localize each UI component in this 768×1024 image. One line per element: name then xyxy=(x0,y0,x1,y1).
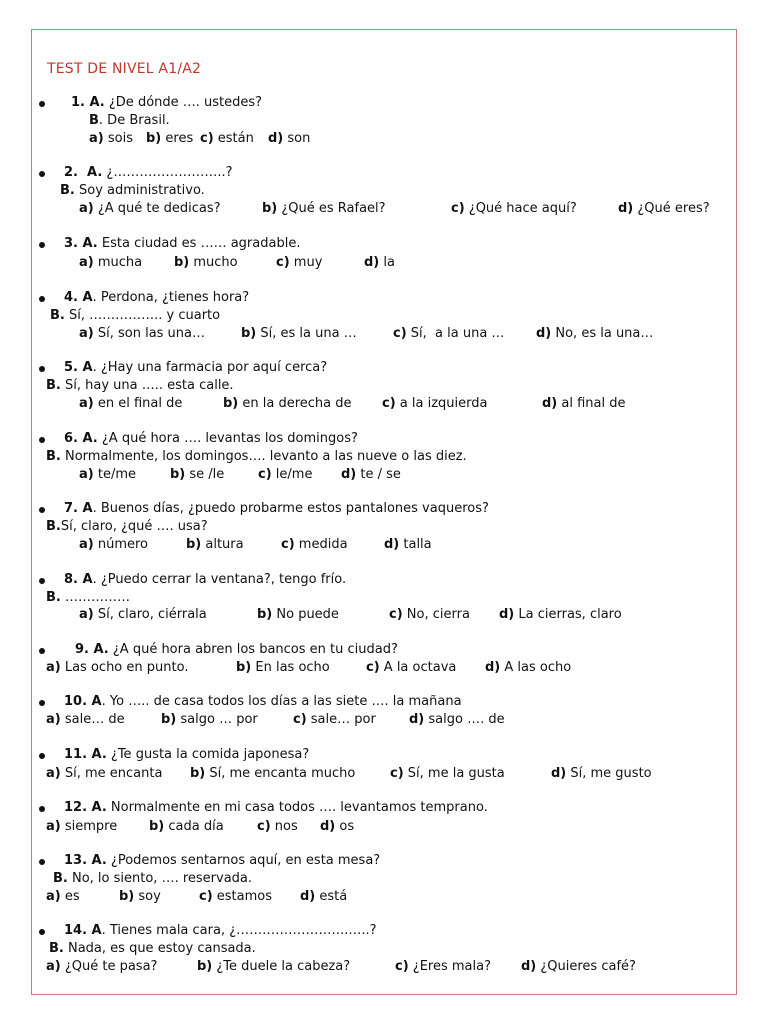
answer-6-label: B. xyxy=(46,449,61,464)
option-text: En las ocho xyxy=(251,660,330,675)
question-5-label: 5. A xyxy=(64,360,93,375)
question-7-option-c[interactable] xyxy=(281,537,348,553)
answer-8 xyxy=(46,590,130,606)
question-10-option-d[interactable] xyxy=(409,712,505,728)
question-13 xyxy=(64,853,380,869)
bullet-icon xyxy=(39,806,45,812)
question-7-option-a[interactable] xyxy=(79,537,148,553)
option-letter: c) xyxy=(276,255,290,270)
option-letter: c) xyxy=(281,537,295,552)
option-letter: d) xyxy=(521,959,537,974)
option-text: en el final de xyxy=(93,396,183,411)
option-text: ¿Qué te pasa? xyxy=(60,959,158,974)
question-2-option-a[interactable] xyxy=(79,201,221,217)
question-13-option-d[interactable] xyxy=(300,889,347,905)
answer-1-label: B xyxy=(89,113,99,128)
question-6-option-c[interactable] xyxy=(258,467,312,483)
question-9-option-b[interactable] xyxy=(236,660,330,676)
answer-4-text: Sí, …………….. y cuarto xyxy=(64,308,221,323)
question-4-text: . Perdona, ¿tienes hora? xyxy=(92,290,250,305)
option-text: te / se xyxy=(356,467,401,482)
option-letter: d) xyxy=(551,766,567,781)
bullet-icon xyxy=(39,296,45,302)
option-text: No, cierra xyxy=(402,607,470,622)
option-text: al final de xyxy=(557,396,626,411)
option-letter: a) xyxy=(46,819,61,834)
option-text: Sí, me encanta xyxy=(60,766,163,781)
question-13-label: 13. A. xyxy=(64,853,107,868)
bullet-icon xyxy=(39,648,45,654)
question-13-option-a[interactable] xyxy=(46,889,80,905)
question-12-option-b[interactable] xyxy=(149,819,224,835)
option-letter: c) xyxy=(389,607,403,622)
question-12-option-a[interactable] xyxy=(46,819,117,835)
answer-14 xyxy=(49,941,256,957)
question-12-option-d[interactable] xyxy=(320,819,354,835)
option-text: eres xyxy=(161,131,194,146)
option-letter: b) xyxy=(161,712,177,727)
option-text: Sí, me gusto xyxy=(566,766,652,781)
question-9-label: 9. A. xyxy=(75,642,109,657)
option-letter: d) xyxy=(268,131,284,146)
bullet-icon xyxy=(39,700,45,706)
question-8-option-c[interactable] xyxy=(389,607,470,623)
question-7-label: 7. A xyxy=(64,501,93,516)
option-letter: b) xyxy=(262,201,278,216)
question-4-option-a[interactable] xyxy=(79,326,205,342)
answer-13-label: B. xyxy=(53,871,68,886)
option-letter: d) xyxy=(364,255,380,270)
option-text: ¿A qué te dedicas? xyxy=(93,201,221,216)
option-text: sois xyxy=(103,131,133,146)
question-5-option-c[interactable] xyxy=(382,396,487,412)
question-12-option-c[interactable] xyxy=(257,819,298,835)
question-3-option-b[interactable] xyxy=(174,255,238,271)
question-14-label: 14. A xyxy=(64,923,102,938)
option-letter: b) xyxy=(186,537,202,552)
option-text: medida xyxy=(294,537,348,552)
option-letter: c) xyxy=(258,467,272,482)
question-11-label: 11. A. xyxy=(64,747,107,762)
option-letter: a) xyxy=(79,607,94,622)
option-text: están xyxy=(213,131,254,146)
question-11-option-a[interactable] xyxy=(46,766,162,782)
option-letter: a) xyxy=(89,131,104,146)
option-text: le/me xyxy=(271,467,313,482)
question-14-option-b[interactable] xyxy=(197,959,350,975)
answer-6-text: Normalmente, los domingos…. levanto a las nueve o las diez. xyxy=(60,449,467,464)
question-7 xyxy=(64,501,489,517)
answer-8-text: …………… xyxy=(60,590,130,605)
question-7-option-d[interactable] xyxy=(384,537,432,553)
answer-7-label: B. xyxy=(46,519,61,534)
option-letter: b) xyxy=(236,660,252,675)
option-letter: a) xyxy=(79,255,94,270)
question-8-option-a[interactable] xyxy=(79,607,207,623)
question-14-option-a[interactable] xyxy=(46,959,157,975)
question-4-label: 4. A xyxy=(64,290,93,305)
option-letter: d) xyxy=(485,660,501,675)
question-13-option-c[interactable] xyxy=(199,889,272,905)
option-letter: d) xyxy=(618,201,634,216)
option-letter: b) xyxy=(119,889,135,904)
bullet-icon xyxy=(39,929,45,935)
option-text: se /le xyxy=(185,467,225,482)
question-12 xyxy=(64,800,488,816)
option-text: Sí, claro, ciérrala xyxy=(93,607,207,622)
option-text: No, es la una… xyxy=(551,326,654,341)
answer-13-text: No, lo siento, …. reservada. xyxy=(67,871,253,886)
question-14 xyxy=(64,923,377,939)
option-text: te/me xyxy=(93,467,136,482)
option-text: número xyxy=(93,537,149,552)
option-text: salgo … por xyxy=(176,712,258,727)
option-text: Sí, es la una … xyxy=(256,326,357,341)
option-text: ¿Quieres café? xyxy=(536,959,636,974)
option-letter: a) xyxy=(79,467,94,482)
question-14-text: . Tienes mala cara, ¿……………………..…..? xyxy=(101,923,377,938)
option-letter: a) xyxy=(46,712,61,727)
question-1 xyxy=(71,95,262,111)
question-1-label: 1. A. xyxy=(71,95,105,110)
option-letter: c) xyxy=(200,131,214,146)
answer-7-text: Sí, claro, ¿qué …. usa? xyxy=(60,519,208,534)
question-5 xyxy=(64,360,327,376)
question-1-option-c[interactable] xyxy=(200,131,254,147)
question-6-option-d[interactable] xyxy=(341,467,401,483)
answer-5 xyxy=(46,378,234,394)
option-text: A las ocho xyxy=(500,660,572,675)
option-letter: b) xyxy=(197,959,213,974)
option-text: salgo …. de xyxy=(424,712,505,727)
question-4-option-d[interactable] xyxy=(536,326,653,342)
question-3-text: Esta ciudad es …… agradable. xyxy=(97,236,301,251)
question-13-option-b[interactable] xyxy=(119,889,161,905)
question-10-text: . Yo ….. de casa todos los días a las siete …. la mañana xyxy=(101,694,462,709)
option-text: son xyxy=(283,131,311,146)
option-letter: c) xyxy=(293,712,307,727)
question-6-text: ¿A qué hora …. levantas los domingos? xyxy=(97,431,358,446)
question-4-option-c[interactable] xyxy=(393,326,504,342)
answer-13 xyxy=(53,871,252,887)
answer-2 xyxy=(60,183,205,199)
option-letter: b) xyxy=(257,607,273,622)
option-text: Sí, a la una … xyxy=(406,326,505,341)
bullet-icon xyxy=(39,859,45,865)
option-text: sale… de xyxy=(60,712,125,727)
question-1-option-a[interactable] xyxy=(89,131,133,147)
option-letter: a) xyxy=(79,201,94,216)
option-text: ¿Te duele la cabeza? xyxy=(212,959,351,974)
question-8-text: . ¿Puedo cerrar la ventana?, tengo frío. xyxy=(92,572,347,587)
question-1-option-b[interactable] xyxy=(146,131,193,147)
question-3-option-d[interactable] xyxy=(364,255,395,271)
option-text: altura xyxy=(201,537,244,552)
option-text: ¿Eres mala? xyxy=(408,959,491,974)
option-letter: a) xyxy=(46,660,61,675)
question-6 xyxy=(64,431,358,447)
option-letter: a) xyxy=(79,396,94,411)
question-9-text: ¿A qué hora abren los bancos en tu ciudad? xyxy=(108,642,398,657)
question-8 xyxy=(64,572,346,588)
option-text: soy xyxy=(134,889,161,904)
option-letter: d) xyxy=(320,819,336,834)
option-text: nos xyxy=(270,819,298,834)
question-1-text: ¿De dónde …. ustedes? xyxy=(104,95,263,110)
question-11-text: ¿Te gusta la comida japonesa? xyxy=(106,747,310,762)
test-title: TEST DE NIVEL A1/A2 xyxy=(47,61,202,77)
question-7-option-b[interactable] xyxy=(186,537,244,553)
option-letter: a) xyxy=(46,766,61,781)
question-10-option-a[interactable] xyxy=(46,712,125,728)
bullet-icon xyxy=(39,101,45,107)
question-14-option-d[interactable] xyxy=(521,959,636,975)
question-2-text: ¿……………………..? xyxy=(102,165,233,180)
option-letter: b) xyxy=(149,819,165,834)
question-3 xyxy=(64,236,300,252)
option-text: mucho xyxy=(189,255,238,270)
option-letter: b) xyxy=(190,766,206,781)
option-letter: b) xyxy=(223,396,239,411)
answer-5-label: B. xyxy=(46,378,61,393)
option-text: ¿Qué es Rafael? xyxy=(277,201,386,216)
option-text: es xyxy=(60,889,80,904)
question-9-option-d[interactable] xyxy=(485,660,571,676)
question-10 xyxy=(64,694,462,710)
option-letter: b) xyxy=(174,255,190,270)
option-text: La cierras, claro xyxy=(514,607,622,622)
question-9 xyxy=(75,642,398,658)
option-text: a la izquierda xyxy=(395,396,488,411)
question-5-option-b[interactable] xyxy=(223,396,352,412)
question-10-option-b[interactable] xyxy=(161,712,258,728)
question-13-text: ¿Podemos sentarnos aquí, en esta mesa? xyxy=(106,853,381,868)
question-4-option-b[interactable] xyxy=(241,326,357,342)
option-letter: c) xyxy=(199,889,213,904)
option-text: ¿Qué hace aquí? xyxy=(464,201,577,216)
option-letter: c) xyxy=(393,326,407,341)
question-2-option-b[interactable] xyxy=(262,201,386,217)
question-12-label: 12. A. xyxy=(64,800,107,815)
answer-7 xyxy=(46,519,208,535)
question-3-option-a[interactable] xyxy=(79,255,142,271)
option-text: cada día xyxy=(164,819,224,834)
bullet-icon xyxy=(39,437,45,443)
question-7-text: . Buenos días, ¿puedo probarme estos pantalones vaqueros? xyxy=(92,501,489,516)
option-letter: a) xyxy=(79,537,94,552)
option-letter: d) xyxy=(536,326,552,341)
question-12-text: Normalmente en mi casa todos …. levantamos temprano. xyxy=(106,800,488,815)
question-10-option-c[interactable] xyxy=(293,712,376,728)
question-11-option-b[interactable] xyxy=(190,766,355,782)
option-text: Sí, me la gusta xyxy=(403,766,505,781)
option-text: talla xyxy=(399,537,432,552)
answer-14-text: Nada, es que estoy cansada. xyxy=(63,941,256,956)
question-3-label: 3. A. xyxy=(64,236,98,251)
question-1-option-d[interactable] xyxy=(268,131,310,147)
option-text: Sí, son las una… xyxy=(93,326,206,341)
question-5-option-a[interactable] xyxy=(79,396,182,412)
option-text: os xyxy=(335,819,355,834)
option-letter: b) xyxy=(170,467,186,482)
option-text: sale… por xyxy=(306,712,376,727)
question-14-option-c[interactable] xyxy=(395,959,491,975)
answer-5-text: Sí, hay una ….. esta calle. xyxy=(60,378,234,393)
option-text: la xyxy=(379,255,395,270)
answer-6 xyxy=(46,449,467,465)
question-2-option-c[interactable] xyxy=(451,201,577,217)
option-letter: c) xyxy=(257,819,271,834)
option-letter: d) xyxy=(409,712,425,727)
option-letter: c) xyxy=(366,660,380,675)
answer-1 xyxy=(89,113,170,129)
question-6-label: 6. A. xyxy=(64,431,98,446)
option-text: siempre xyxy=(60,819,118,834)
question-2-option-d[interactable] xyxy=(618,201,710,217)
question-2 xyxy=(64,165,232,181)
question-11-option-d[interactable] xyxy=(551,766,652,782)
option-letter: c) xyxy=(451,201,465,216)
bullet-icon xyxy=(39,753,45,759)
question-2-label: 2. A. xyxy=(64,165,103,180)
option-letter: c) xyxy=(395,959,409,974)
bullet-icon xyxy=(39,578,45,584)
option-letter: d) xyxy=(341,467,357,482)
option-letter: c) xyxy=(382,396,396,411)
answer-14-label: B. xyxy=(49,941,64,956)
option-text: muy xyxy=(289,255,323,270)
question-8-label: 8. A xyxy=(64,572,93,587)
answer-1-text: . De Brasil. xyxy=(98,113,170,128)
option-text: en la derecha de xyxy=(238,396,352,411)
option-text: Las ocho en punto. xyxy=(60,660,189,675)
option-letter: d) xyxy=(542,396,558,411)
option-letter: b) xyxy=(146,131,162,146)
question-4 xyxy=(64,290,249,306)
option-letter: d) xyxy=(499,607,515,622)
question-5-option-d[interactable] xyxy=(542,396,625,412)
option-text: estamos xyxy=(212,889,273,904)
question-11 xyxy=(64,747,309,763)
option-text: está xyxy=(315,889,348,904)
answer-2-text: Soy administrativo. xyxy=(74,183,205,198)
option-letter: b) xyxy=(241,326,257,341)
question-11-option-c[interactable] xyxy=(390,766,505,782)
option-text: No puede xyxy=(272,607,339,622)
question-9-option-a[interactable] xyxy=(46,660,188,676)
answer-4-label: B. xyxy=(50,308,65,323)
option-text: mucha xyxy=(93,255,143,270)
question-10-label: 10. A xyxy=(64,694,102,709)
option-letter: d) xyxy=(384,537,400,552)
option-letter: a) xyxy=(79,326,94,341)
bullet-icon xyxy=(39,507,45,513)
question-6-option-b[interactable] xyxy=(170,467,224,483)
question-5-text: . ¿Hay una farmacia por aquí cerca? xyxy=(92,360,328,375)
question-3-option-c[interactable] xyxy=(276,255,322,271)
answer-4 xyxy=(50,308,220,324)
question-6-option-a[interactable] xyxy=(79,467,136,483)
option-letter: a) xyxy=(46,959,61,974)
option-text: ¿Qué eres? xyxy=(633,201,710,216)
option-letter: c) xyxy=(390,766,404,781)
answer-8-label: B. xyxy=(46,590,61,605)
bullet-icon xyxy=(39,242,45,248)
option-letter: d) xyxy=(300,889,316,904)
answer-2-label: B. xyxy=(60,183,75,198)
question-8-option-d[interactable] xyxy=(499,607,622,623)
question-9-option-c[interactable] xyxy=(366,660,456,676)
bullet-icon xyxy=(39,366,45,372)
option-letter: a) xyxy=(46,889,61,904)
question-8-option-b[interactable] xyxy=(257,607,339,623)
bullet-icon xyxy=(39,171,45,177)
option-text: Sí, me encanta mucho xyxy=(205,766,356,781)
option-text: A la octava xyxy=(379,660,457,675)
